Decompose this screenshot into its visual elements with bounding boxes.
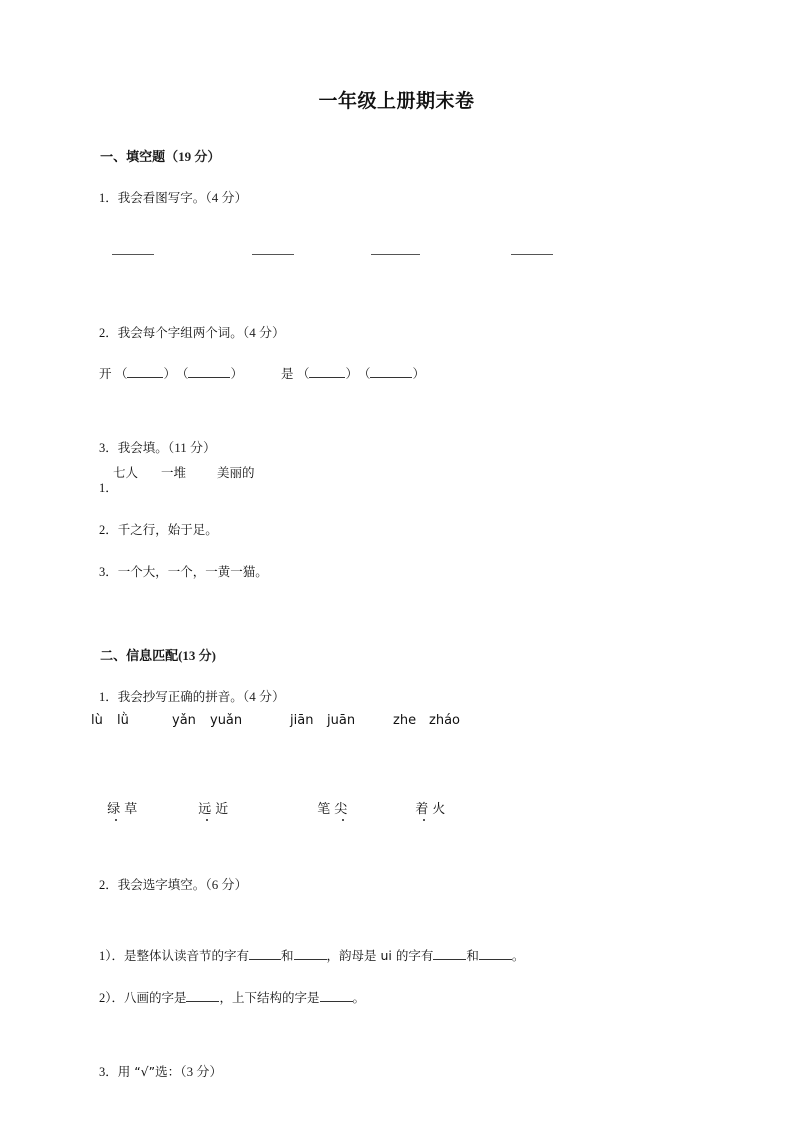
answer-blank[interactable] bbox=[320, 989, 353, 1002]
answer-blank[interactable] bbox=[294, 947, 327, 960]
pinyin-option: zháo bbox=[429, 713, 460, 728]
item-number: 2）． bbox=[98, 991, 124, 1005]
question-text: 用 “√”选： bbox=[117, 1064, 181, 1079]
char: 草 bbox=[124, 802, 142, 817]
section-1-heading bbox=[91, 131, 220, 165]
word-group-blank-kai-1[interactable]: （ ） bbox=[114, 367, 176, 381]
answer-blank[interactable] bbox=[249, 947, 281, 960]
section-2-heading bbox=[91, 630, 216, 664]
answer-blank[interactable] bbox=[433, 947, 466, 960]
dotted-char: 着 bbox=[415, 798, 432, 817]
dotted-char: 尖 bbox=[334, 798, 351, 817]
question-text: 我会选字填空。 bbox=[117, 877, 206, 892]
question-1-2 bbox=[91, 307, 285, 341]
fill-item-3 bbox=[91, 547, 268, 580]
question-number: 3． bbox=[98, 441, 118, 455]
answer-blank-4[interactable] bbox=[511, 254, 553, 255]
answer-blank[interactable] bbox=[479, 947, 512, 960]
section-1-title: 一、填空题 bbox=[100, 150, 166, 165]
question-text: 我会每个字组两个词。 bbox=[117, 325, 243, 340]
question-2-1 bbox=[91, 671, 285, 705]
question-score: （11 分） bbox=[167, 440, 217, 455]
question-number: 2． bbox=[98, 878, 118, 892]
question-1-1 bbox=[91, 172, 248, 206]
item-number: 1． bbox=[98, 481, 118, 495]
word-group-blank-kai-2[interactable]: （ ） bbox=[175, 367, 243, 381]
section-2-score: (13 分) bbox=[178, 648, 216, 663]
select-fill-item-1: 1）．是整体认读音节的字有 和 ，韵母是 ui 的字有 和 。 bbox=[98, 948, 525, 963]
char: 火 bbox=[432, 802, 450, 817]
fill-item-1-part-2: 一堆 bbox=[161, 465, 187, 480]
answer-blank-1[interactable] bbox=[112, 254, 154, 255]
fill-item-1-part-1: 七人 bbox=[113, 465, 139, 480]
question-text: 我会填。 bbox=[117, 440, 168, 455]
question-number: 1． bbox=[98, 690, 118, 704]
word-zhaohuo bbox=[399, 783, 449, 817]
fill-item-2 bbox=[91, 505, 218, 538]
word-lucao bbox=[91, 783, 141, 817]
word-group-blank-shi-1[interactable]: （ ） bbox=[296, 367, 358, 381]
select-fill-item-2: 2）．八画的字是 ，上下结构的字是 。 bbox=[98, 990, 366, 1005]
question-score: （3 分） bbox=[180, 1064, 223, 1079]
question-score: （4 分） bbox=[205, 190, 248, 205]
question-score: （4 分） bbox=[242, 325, 285, 340]
pinyin-option: lù bbox=[91, 713, 103, 728]
item-number: 2． bbox=[98, 523, 118, 537]
question-score: （4 分） bbox=[242, 689, 285, 704]
question-score: （6 分） bbox=[205, 877, 248, 892]
page-title: 一年级上册期末卷 bbox=[318, 90, 475, 112]
pinyin-option: jiān bbox=[290, 713, 314, 728]
pinyin-option: juān bbox=[327, 713, 356, 728]
word-group-blank-shi-2[interactable]: （ ） bbox=[357, 367, 425, 381]
item-text: 千之行，始于足。 bbox=[117, 522, 218, 537]
blank-line[interactable] bbox=[127, 365, 163, 378]
item-number: 1）． bbox=[98, 949, 124, 963]
word-yuanjin bbox=[182, 783, 232, 817]
question-text: 我会抄写正确的拼音。 bbox=[117, 689, 243, 704]
question-number: 3． bbox=[98, 1065, 118, 1079]
blank-line[interactable] bbox=[370, 365, 412, 378]
question-2-2 bbox=[91, 859, 248, 893]
blank-line[interactable] bbox=[309, 365, 345, 378]
question-number: 1． bbox=[98, 191, 118, 205]
item-number: 3． bbox=[98, 565, 118, 579]
pinyin-option: lǜ bbox=[117, 713, 129, 728]
answer-blank-3[interactable] bbox=[371, 254, 420, 255]
pinyin-option: yǎn bbox=[172, 713, 196, 728]
pinyin-option: yuǎn bbox=[210, 713, 243, 728]
pinyin-option: zhe bbox=[393, 713, 417, 728]
word-bijian bbox=[301, 783, 351, 817]
item-text: 一个大，一个，一黄一猫。 bbox=[117, 564, 268, 579]
char: 笔 bbox=[317, 802, 335, 817]
char: 近 bbox=[215, 802, 233, 817]
question-2-3 bbox=[91, 1046, 222, 1080]
question-text: 我会看图写字。 bbox=[117, 190, 206, 205]
section-2-title: 二、信息匹配 bbox=[100, 649, 179, 664]
dotted-char: 远 bbox=[198, 798, 215, 817]
fill-item-1-part-3: 美丽的 bbox=[217, 465, 255, 480]
answer-blank-2[interactable] bbox=[252, 254, 294, 255]
answer-blank[interactable] bbox=[186, 989, 219, 1002]
question-1-3 bbox=[91, 422, 216, 456]
section-1-score: （19 分） bbox=[165, 149, 221, 164]
word-char: 开 bbox=[98, 366, 112, 381]
blank-line[interactable] bbox=[188, 365, 230, 378]
word-char: 是 bbox=[280, 366, 294, 381]
question-number: 2． bbox=[98, 326, 118, 340]
dotted-char: 绿 bbox=[107, 798, 124, 817]
